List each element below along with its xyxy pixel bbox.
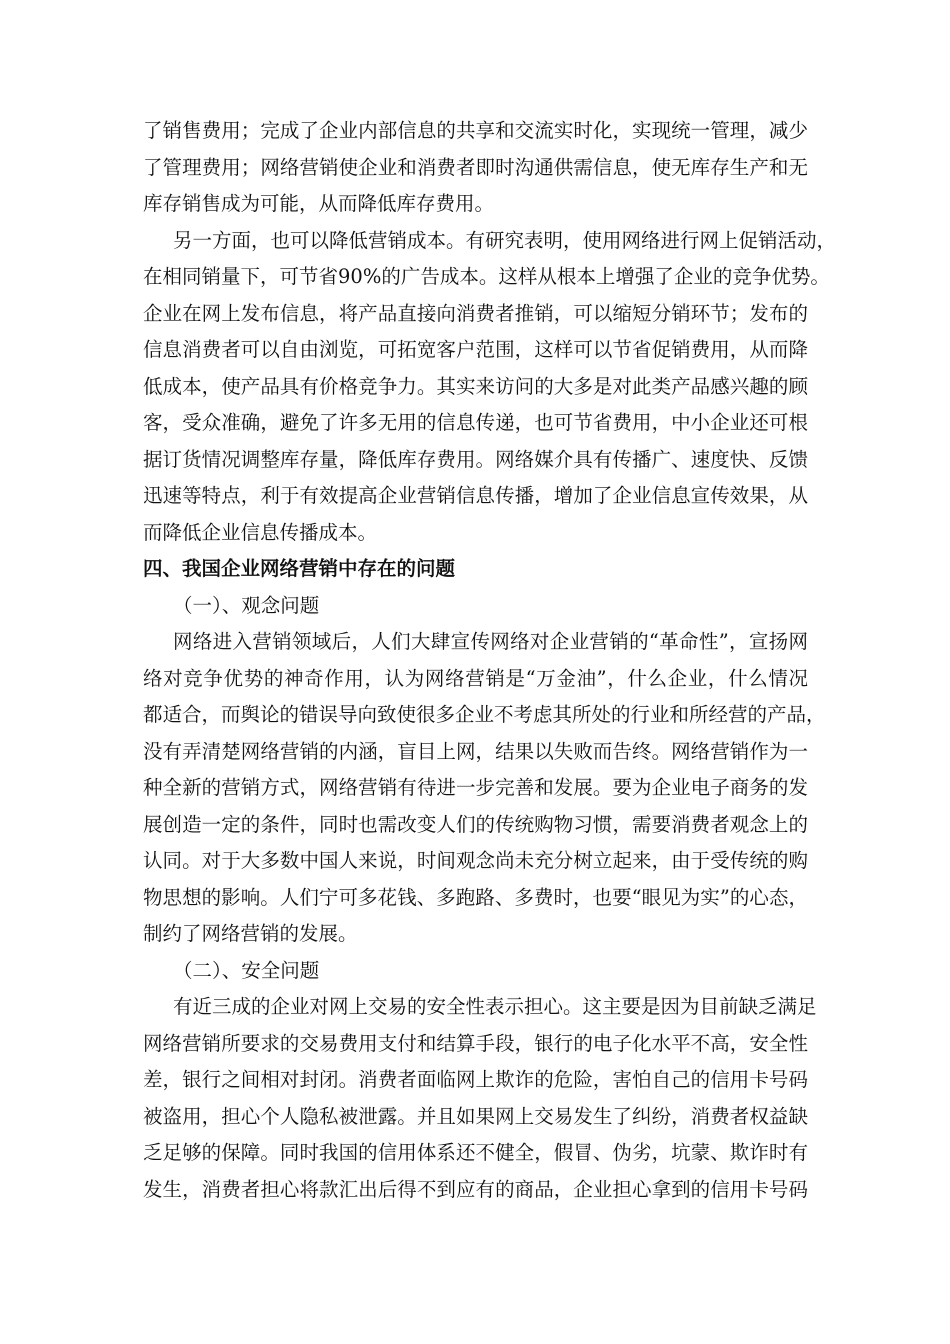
text-line: 展创造一定的条件，同时也需改变人们的传统购物习惯，需要消费者观念上的: [143, 812, 808, 836]
text-line: 迅速等特点，利于有效提高企业营销信息传播，增加了企业信息宣传效果，从: [143, 484, 808, 507]
text-line: 信息消费者可以自由浏览，可拓宽客户范围，这样可以节省促销费用，从而降: [143, 338, 808, 361]
text-line: 了销售费用；完成了企业内部信息的共享和交流实时化，实现统一管理，减少: [143, 119, 808, 142]
text-line: 库存销售成为可能，从而降低库存费用。: [143, 192, 495, 215]
text-line: 低成本，使产品具有价格竞争力。其实来访问的大多是对此类产品感兴趣的顾: [143, 374, 808, 398]
text-line: 没有弄清楚网络营销的内涵，盲目上网，结果以失败而告终。网络营销作为一: [143, 739, 808, 763]
text-line: 网络营销所要求的交易费用支付和结算手段，银行的电子化水平不高，安全性: [143, 1031, 808, 1055]
paragraph-security-problem: [143, 989, 817, 1208]
text-line: 客，受众准确，避免了许多无用的信息传递，也可节省费用，中小企业还可根: [143, 411, 808, 434]
paragraph-concept-problem: [143, 624, 826, 953]
text-line: 认同。对于大多数中国人来说，时间观念尚未充分树立起来，由于受传统的购: [143, 849, 808, 872]
text-line: 络对竞争优势的神奇作用，认为网络营销是“万金油”，什么企业，什么情况: [143, 666, 808, 690]
text-line: 乏足够的保障。同时我国的信用体系还不健全，假冒、伪劣，坑蒙、欺诈时有: [143, 1141, 808, 1164]
text-line: 有近三成的企业对网上交易的安全性表示担心。这主要是因为目前缺乏满足: [173, 995, 817, 1018]
text-line: 据订货情况调整库存量，降低库存费用。网络媒介具有传播广、速度快、反馈: [143, 447, 808, 471]
document-body: [143, 113, 837, 1208]
text-line: 差，银行之间相对封闭。消费者面临网上欺诈的危险，害怕自己的信用卡号码: [143, 1068, 808, 1091]
text-line: 企业在网上发布信息，将产品直接向消费者推销，可以缩短分销环节；发布的: [143, 301, 808, 325]
text-line: 在相同销量下，可节省90%的广告成本。这样从根本上增强了企业的竞争优势。: [143, 265, 830, 288]
text-line: 而降低企业信息传播成本。: [143, 520, 378, 544]
text-line: 另一方面，也可以降低营销成本。有研究表明，使用网络进行网上促销活动，: [173, 228, 837, 252]
paragraph-marketing-cost: [143, 223, 837, 552]
text-line: 被盗用，担心个人隐私被泄露。并且如果网上交易发生了纠纷，消费者权益缺: [143, 1104, 808, 1128]
subsection-title-concept: （一）、观念问题: [173, 593, 320, 617]
paragraph-cost-reduction-continued: [143, 113, 808, 223]
subsection-title-security: （二）、安全问题: [173, 958, 320, 982]
text-line: 了管理费用；网络营销使企业和消费者即时沟通供需信息，使无库存生产和无: [143, 155, 808, 179]
text-line: 种全新的营销方式，网络营销有待进一步完善和发展。要为企业电子商务的发: [143, 776, 808, 799]
section-heading: 四、我国企业网络营销中存在的问题: [143, 557, 456, 580]
text-line: 都适合，而舆论的错误导向致使很多企业不考虑其所处的行业和所经营的产品，: [143, 703, 826, 726]
text-line: 网络进入营销领域后，人们大肆宣传网络对企业营销的“革命性”，宣扬网: [173, 630, 808, 653]
text-line: 物思想的影响。人们宁可多花钱、多跑路、多费时，也要“眼见为实”的心态，: [143, 885, 808, 909]
text-line: 发生，消费者担心将款汇出后得不到应有的商品，企业担心拿到的信用卡号码: [143, 1177, 808, 1201]
text-line: 制约了网络营销的发展。: [143, 922, 358, 945]
